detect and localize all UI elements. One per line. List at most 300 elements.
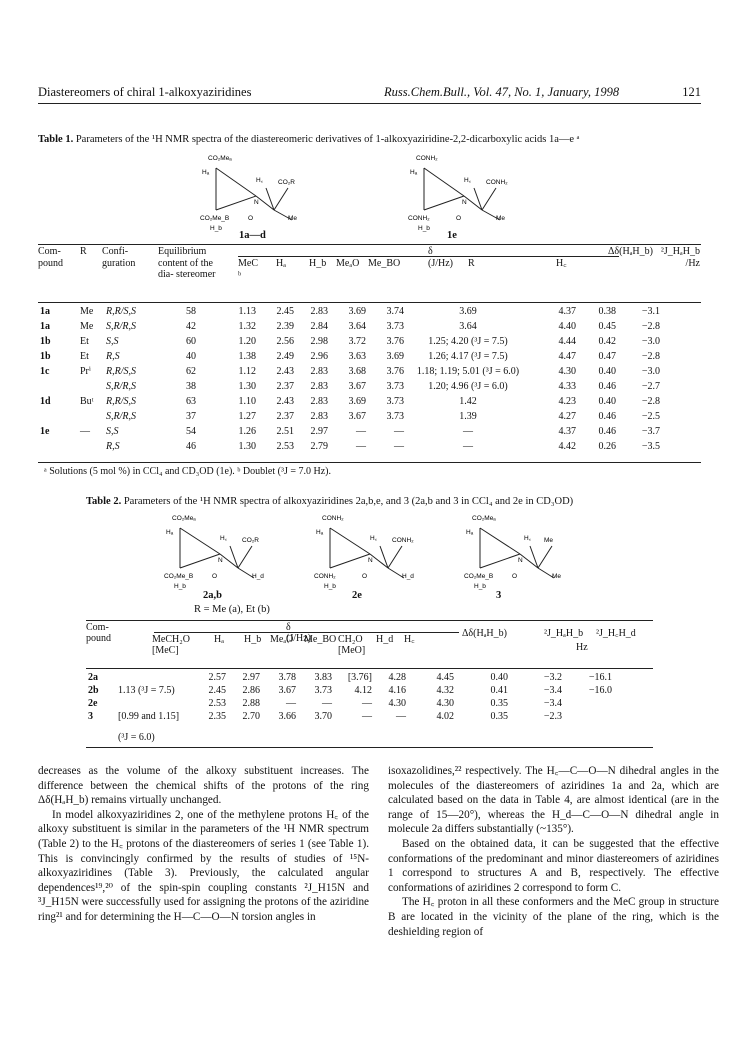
table1-row [38,351,662,366]
table1-cell: 2.53 [276,441,294,452]
table1-cell: 3.69 [348,396,366,407]
table1-cell: 46 [186,441,196,452]
table2-cell: — [322,698,332,709]
table1-cell: 58 [186,306,196,317]
table1-cell [38,411,78,426]
table2-caption-label: Table 2. [86,496,122,507]
table2-cell [564,698,614,711]
table1-cell: −2.8 [641,321,660,332]
t1-h-r: R [80,246,87,257]
table2-row [86,698,614,711]
table2-cell: 3.70 [314,711,332,722]
table2-cell: 4.32 [436,685,454,696]
s2-bot: CONH₂ [408,215,430,222]
table2-top-rule [86,620,653,621]
t1-h-delta: δ (J/Hz) [428,246,453,269]
table2-cell: −16.1 [588,672,612,683]
table1-cell [78,411,104,426]
table1-cell [38,381,78,396]
table1-cell: −3.0 [641,366,660,377]
s1-ha: Hₐ [202,169,210,176]
table1-cell: 2.98 [310,336,328,347]
table1-cell: 0.26 [598,441,616,452]
table2-cell: 2a [88,672,98,683]
t1-h-config: Confi- guration [102,246,136,269]
table1-cell: R,R/S,S [106,306,136,317]
t2-h-j2: ²J_H꜀H_d [596,628,636,639]
body-right-p3: The H꜀ proton in all these conformers and the MeC group in structure B are located in the vicinity of the plane of the ring, which is the deshielding region of [388,896,719,938]
table2-cell: 3 [88,711,93,722]
table1-row [38,441,662,456]
table2-cell: — [396,711,406,722]
table2-cell: 2.70 [242,711,260,722]
svg-text:H_b: H_b [174,583,186,590]
table1-structures [190,148,570,236]
table1-cell: Me [80,321,94,332]
table1-cell: 2.83 [310,411,328,422]
table1-cell: 0.40 [598,366,616,377]
table2-cell: [3.76] [347,672,372,683]
table2-cell: 0.35 [490,698,508,709]
table1-cell: 1.42 [459,396,477,407]
svg-text:H_d: H_d [402,573,414,580]
s1-hc: H꜀ [256,177,263,184]
t2-h-hb: H_b [244,634,262,645]
t1-h-compound: Com- pound [38,246,63,269]
s1-me: Me [288,215,298,222]
t2-row3-extra: (³J = 6.0) [118,732,155,743]
table1-caption-label: Table 1. [38,134,74,145]
table1-cell: 2.39 [276,321,294,332]
body-right-p2: Based on the obtained data, it can be suggested that the effective conformations of the predominant and minor diastereomers of aziridines 1 correspond to structures A and B, respectively. The effective conformations of aziridines 2 correspond to form C. [388,837,719,894]
table2-cell: 0.35 [490,711,508,722]
table1-cell [78,441,104,456]
table2-cell: 2.35 [208,711,226,722]
svg-text:Me: Me [544,537,554,544]
table1-cell: Et [80,351,89,362]
table1-cell: 2.37 [276,381,294,392]
table2-caption [86,496,573,507]
table1-head-rule [38,302,701,303]
svg-text:H_d: H_d [252,573,264,580]
t2-h-ch2o: CH₂O [MeO] [338,634,366,656]
table1-row [38,321,662,336]
table1-cell: 3.63 [348,351,366,362]
table1-cell: 3.67 [348,411,366,422]
table1-cell: 1.25; 4.20 (³J = 7.5) [428,336,508,347]
table1-cell: S,R/R,S [106,321,136,332]
table2-cell: 2b [88,685,99,696]
svg-text:CONH₂: CONH₂ [322,515,344,522]
table1-cell: 0.42 [598,336,616,347]
table1-cell: Prⁱ [80,366,91,377]
s1-o: O [248,215,254,222]
table1-cell: −3.5 [641,441,660,452]
table1-cell: 38 [186,381,196,392]
svg-text:CONH₂: CONH₂ [314,573,336,580]
table2-cell: 3.83 [314,672,332,683]
table1-cell: 0.46 [598,381,616,392]
structure-1e [408,155,508,232]
svg-text:Me: Me [552,573,562,580]
table1-cell: 1.20 [238,336,256,347]
table1-cell: 2.83 [310,366,328,377]
table1-caption-text: Parameters of the ¹H NMR spectra of the diastereomeric derivatives of 1-alkoxyaziridine-2,2-dicarboxylic acids 1a—e ᵃ [75,134,580,145]
table1-caption [38,134,580,145]
table2-row [86,685,614,698]
body-right-column [388,764,719,939]
t1-h-mec: MeC ᵇ [238,258,258,281]
table1-data [38,306,662,456]
running-header [38,85,701,104]
table1-cell: Buᵗ [80,396,94,407]
table1-row [38,336,662,351]
table2-cell: 4.45 [436,672,454,683]
svg-text:O: O [212,573,218,580]
table1-cell: 4.37 [558,426,576,437]
svg-text:N: N [218,557,223,564]
table2-row [86,711,614,724]
svg-text:N: N [368,557,373,564]
svg-text:CO₂Meₐ: CO₂Meₐ [472,515,496,522]
table1-cell: 1a [40,306,50,317]
table2-cell: 2.97 [242,672,260,683]
table1-cell: 3.74 [386,306,404,317]
table1-cell: 54 [186,426,196,437]
s2-ha: Hₐ [410,169,418,176]
structure-1a-d [200,155,297,232]
table1-cell: 2.37 [276,411,294,422]
table1-cell: 1a [40,321,50,332]
table1-cell [78,381,104,396]
structure-label-1a-d: 1a—d [239,230,266,241]
table1-cell: 3.69 [348,306,366,317]
table1-cell: — [394,426,404,437]
t1-h-dd: Δδ(HₐH_b) [608,246,653,257]
table1-cell: 2.97 [310,426,328,437]
structure-2ab [164,515,264,590]
t1-h-ha: Hₐ [276,258,286,269]
table1-cell: 40 [186,351,196,362]
t1-h-hb: H_b [309,258,327,269]
table1-cell: 0.38 [598,306,616,317]
table2-data [86,672,614,724]
table2-cell: 2.45 [208,685,226,696]
table2-row [86,672,614,685]
table1-cell: 2.79 [310,441,328,452]
table1-cell: 2.83 [310,306,328,317]
svg-text:O: O [512,573,518,580]
table1-cell: 1.26; 4.17 (³J = 7.5) [428,351,508,362]
table1-top-rule [38,244,701,245]
s1-r: CO₂R [278,179,295,186]
table1-cell: 1b [40,351,51,362]
structure-3 [464,515,561,590]
svg-text:H꜀: H꜀ [220,535,227,542]
table2-cell [116,698,194,711]
table2-cell: 4.28 [388,672,406,683]
table1-cell: R,R/S,S [106,366,136,377]
s2-hb: H_b [418,225,430,232]
svg-text:H_b: H_b [324,583,336,590]
table2-cell [116,672,194,685]
table1-cell: 3.64 [348,321,366,332]
table2-body [86,672,614,724]
table1-row [38,306,662,321]
table1-cell: 3.64 [459,321,477,332]
table1-cell: 1.30 [238,381,256,392]
svg-text:CO₂Me_B: CO₂Me_B [464,573,494,580]
table2-cell: 4.30 [388,698,406,709]
t2-h-ha: Hₐ [214,634,224,645]
table1-cell: 3.76 [386,366,404,377]
svg-text:H꜀: H꜀ [524,535,531,542]
table2-cell: 2.88 [242,698,260,709]
table1-cell: 3.76 [386,336,404,347]
table1-cell: R,R/S,S [106,396,136,407]
table1-cell: 1d [40,396,51,407]
table1-row [38,381,662,396]
t1-h-j: ²J_HₐH_b /Hz [660,246,700,269]
table1-cell: −2.7 [641,381,660,392]
s2-n: N [462,199,467,206]
t2-h-meb: Me_BO [304,634,337,645]
header-title: Diastereomers of chiral 1-alkoxyaziridines [38,85,252,99]
table1-cell: 3.73 [386,381,404,392]
table1-cell: 1e [40,426,50,437]
t2-h-hd: H_d [376,634,394,645]
table1-cell: 0.45 [598,321,616,332]
table2-cell: 2.86 [242,685,260,696]
body-left-p2: In model alkoxyaziridines 2, one of the methylene protons H꜀ of the alkoxy substituent is similar in the parameters of the ¹H NMR spectrum (Table 2) to the H꜀ protons of the diastereomers of series 1 (see Table 1). This is convincingly confirmed by the results of studies of ¹⁵N-alkoxyaziridines (Table 3). Previously, the calculated angular dependences¹⁹,²⁰ of the spin-spin coupling constants ²J_H15N and ³J_H15N were successfully used for assigning the protons of the aziridine ring²¹ and for determining the H—C—O—N torsion angles in [38,808,369,923]
s1-hb: H_b [210,225,222,232]
t2-h-compound: Com- pound [86,622,111,644]
table1-cell: 3.69 [386,351,404,362]
t2-h-delta: δ (J/Hz) [286,622,311,644]
table1-cell: 1b [40,336,51,347]
table1-cell: 62 [186,366,196,377]
table2-cell: [0.99 and 1.15] [118,711,180,722]
t2-h-j1: ²J_HₐH_b [544,628,584,639]
table1-cell: 2.51 [276,426,294,437]
structure-label-2e: 2e [352,590,362,601]
table1-row [38,366,662,381]
table1-row [38,426,662,441]
t1-h-meb: Me_BO [368,258,401,269]
table2-structures [154,508,594,590]
t2-h-mea: MeₐO [270,634,294,645]
t2-h-hc: H꜀ [404,634,415,645]
table1-cell: — [463,426,473,437]
table1-cell: Et [80,336,89,347]
table2-cell: 4.16 [388,685,406,696]
table1-cell: 1.30 [238,441,256,452]
table1-cell: — [80,426,90,437]
table1-cell: 2.43 [276,396,294,407]
table2-bottom-rule [86,747,653,748]
t2-h-mech: MeCH₂O [MeC] [152,634,190,656]
table1-body [38,306,662,456]
s2-r: CONH₂ [486,179,508,186]
table1-cell: 0.47 [598,351,616,362]
body-left-p1: decreases as the volume of the alkoxy substituent increases. The difference between the chemical shifts of the protons of the ring Δδ(HₐH_b) remains virtually unchanged. [38,765,369,807]
table2-cell: 2e [88,698,98,709]
table1-cell: 4.42 [558,441,576,452]
table1-cell: — [356,426,366,437]
table2-cell: −16.0 [588,685,612,696]
s2-top: CONH₂ [416,155,438,162]
table2-cell: — [362,711,372,722]
table2-caption-text: Parameters of the ¹H NMR spectra of alkoxyaziridines 2a,b,e, and 3 (2a,b and 3 in CCl₄ and 2e in CD₃OD) [123,496,574,507]
table1-cell [38,441,78,456]
table1-bottom-rule [38,462,701,463]
table1-cell: 1c [40,366,50,377]
structure-label-2ab: 2a,b [203,590,222,601]
table2-cell: 2.53 [208,698,226,709]
structure-label-1e: 1e [447,230,457,241]
table2-cell: 3.73 [314,685,332,696]
table1-cell: 1.38 [238,351,256,362]
table1-cell: 4.37 [558,306,576,317]
table1-cell: 2.83 [310,396,328,407]
table1-cell: 42 [186,321,196,332]
svg-text:N: N [518,557,523,564]
table2-cell: 4.12 [354,685,372,696]
svg-text:O: O [362,573,368,580]
table2-cell: 0.41 [490,685,508,696]
table1-cell: 2.49 [276,351,294,362]
table1-cell: −2.8 [641,396,660,407]
table1-cell: 3.69 [459,306,477,317]
table1-cell: 1.32 [238,321,256,332]
table1-cell: 0.46 [598,411,616,422]
svg-text:Hₐ: Hₐ [166,529,174,536]
table1-cell: 4.44 [558,336,576,347]
table1-cell: 1.39 [459,411,477,422]
table1-cell: −3.1 [641,306,660,317]
table1-cell: −3.0 [641,336,660,347]
table1-cell: R,S [106,441,120,452]
table1-cell: — [463,441,473,452]
svg-text:CO₂Meₐ: CO₂Meₐ [172,515,196,522]
table1-cell: S,S [106,426,119,437]
table1-cell: S,R/R,S [106,411,136,422]
table2-cell: −3.2 [543,672,562,683]
table2-cell: 1.13 (³J = 7.5) [118,685,175,696]
structure-2e [314,515,414,590]
body-left-column [38,764,369,925]
svg-text:H_b: H_b [474,583,486,590]
table1-row [38,411,662,426]
table1-cell: 3.67 [348,381,366,392]
table1-cell: — [394,441,404,452]
svg-text:CO₂R: CO₂R [242,537,259,544]
table1-cell: 63 [186,396,196,407]
svg-text:Hₐ: Hₐ [316,529,324,536]
header-journal: Russ.Chem.Bull., Vol. 47, No. 1, January, 1998 [384,85,620,99]
t1-h-equil: Equilibrium content of the dia- stereomer [158,246,216,280]
table2-cell: −3.4 [543,685,562,696]
table1-cell: 3.73 [386,411,404,422]
table2-cell: 2.57 [208,672,226,683]
t1-h-r2: R [468,258,475,269]
s2-o: O [456,215,462,222]
table1-cell: −2.8 [641,351,660,362]
page-number: 121 [682,85,701,99]
t2-h-dd: Δδ(HₐH_b) [462,628,507,639]
table2-cell [564,711,614,724]
table1-cell: 1.13 [238,306,256,317]
s1-n: N [254,199,259,206]
table1-cell: 0.46 [598,426,616,437]
s1-bot: CO₂Me_B [200,215,230,222]
svg-text:H꜀: H꜀ [370,535,377,542]
t1-h-hc: H꜀ [556,258,567,269]
table1-cell: 4.33 [558,381,576,392]
table1-cell: 1.12 [238,366,256,377]
table1-cell: 3.72 [348,336,366,347]
table1-cell: S,R/R,S [106,381,136,392]
table2-cell: — [286,698,296,709]
table1-cell: −2.5 [641,411,660,422]
table1-cell: 2.43 [276,366,294,377]
table1-cell: 4.23 [558,396,576,407]
table1-cell: 3.73 [386,396,404,407]
table1-cell: 3.73 [386,321,404,332]
table2-head-rule [86,668,653,669]
table1-cell: 4.30 [558,366,576,377]
table2-cell: 4.30 [436,698,454,709]
table1-cell: — [356,441,366,452]
table1-cell: R,S [106,351,120,362]
s2-hc: H꜀ [464,177,471,184]
table1-cell: Me [80,306,94,317]
table1-cell: 2.84 [310,321,328,332]
t2-h-hz: Hz [576,642,588,653]
table1-cell: 60 [186,336,196,347]
table2-cell: −2.3 [543,711,562,722]
svg-text:CO₂Me_B: CO₂Me_B [164,573,194,580]
table1-cell: 1.10 [238,396,256,407]
table1-cell: 1.26 [238,426,256,437]
s2-me: Me [496,215,506,222]
t1-h-mea: MeₐO [336,258,360,269]
table1-cell: −3.7 [641,426,660,437]
svg-text:Hₐ: Hₐ [466,529,474,536]
table2-cell: 3.67 [278,685,296,696]
table1-cell: 0.40 [598,396,616,407]
table2-cell: 0.40 [490,672,508,683]
table1-cell: 1.18; 1.19; 5.01 (³J = 6.0) [416,366,520,377]
body-right-p1: isoxazolidines,²² respectively. The H꜀—C—O—N dihedral angles in the molecules of the diastereomers of aziridines 1a and 2a, which are calculated based on the data in Table 4, are almost identical (are in the range of 15—20°), whereas the H_d—C—O—N dihedral angle in molecule 2a differs substantially (~135°). [388,765,719,836]
table1-footnote: ᵃ Solutions (5 mol %) in CCl₄ and CD₃OD (1e). ᵇ Doublet (³J = 7.0 Hz). [44,466,331,477]
table1-cell: 1.20; 4.96 (³J = 6.0) [428,381,508,392]
table1-row [38,396,662,411]
svg-text:CONH₂: CONH₂ [392,537,414,544]
table1-cell: 3.68 [348,366,366,377]
table1-cell: 2.96 [310,351,328,362]
table1-cell: 2.56 [276,336,294,347]
s1-top: CO₂Meₐ [208,155,232,162]
table1-cell: 1.27 [238,411,256,422]
table2-cell: 4.02 [436,711,454,722]
table1-cell: S,S [106,336,119,347]
r-note: R = Me (a), Et (b) [194,604,270,615]
table2-cell: 3.78 [278,672,296,683]
table1-cell: 4.27 [558,411,576,422]
structure-label-3: 3 [496,590,502,601]
table1-cell: 2.45 [276,306,294,317]
